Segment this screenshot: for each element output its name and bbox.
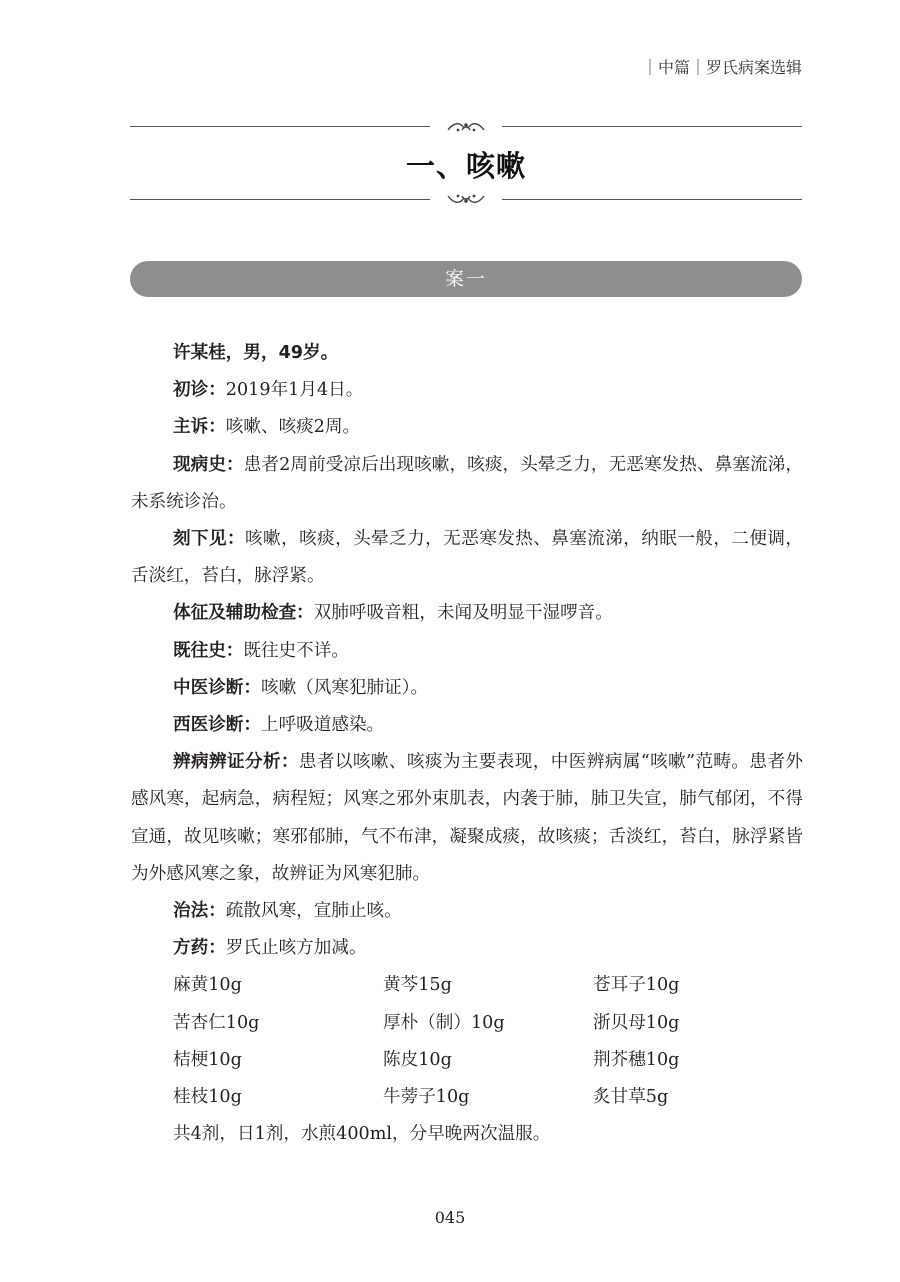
field-chief-complaint: 主诉：咳嗽、咳痰2周。 — [173, 417, 361, 438]
field-present-illness: 现病史：患者2周前受凉后出现咳嗽，咳痰，头晕乏力，无恶寒发热、鼻塞流涕，未系统诊治。 — [131, 454, 803, 512]
herb-item: 牛蒡子10g — [383, 1087, 470, 1108]
title-rule-top-right — [502, 126, 802, 127]
ornament-bottom-icon — [446, 192, 486, 206]
field-western-diagnosis: 西医诊断：上呼吸道感染。 — [173, 715, 385, 736]
title-rule-top-left — [130, 126, 430, 127]
herb-item: 桂枝10g — [173, 1087, 242, 1108]
herb-list — [131, 967, 803, 1116]
herb-item: 麻黄10g — [173, 975, 242, 996]
chapter-title: 一、咳嗽 — [405, 149, 526, 183]
herb-item: 炙甘草5g — [593, 1087, 669, 1108]
case-title-bar: 案一 — [130, 261, 802, 297]
field-past-history: 既往史：既往史不详。 — [173, 640, 349, 661]
chapter-title-block — [130, 112, 802, 212]
patient-info: 许某桂，男，49岁。 — [173, 343, 339, 363]
field-prescription: 方药：罗氏止咳方加减。 — [173, 938, 367, 959]
herb-row — [173, 1042, 803, 1079]
herb-item: 苍耳子10g — [593, 975, 680, 996]
field-tcm-diagnosis: 中医诊断：咳嗽（风寒犯肺证）。 — [173, 677, 429, 698]
herb-item: 桔梗10g — [173, 1049, 242, 1070]
herb-item: 浙贝母10g — [593, 1012, 680, 1033]
dosage-instructions: 共4剂，日1剂，水煎400ml，分早晚两次温服。 — [173, 1124, 551, 1145]
herb-row — [173, 1005, 803, 1042]
herb-item: 荆芥穗10g — [593, 1049, 680, 1070]
ornament-top-icon — [446, 120, 486, 134]
herb-row — [173, 1079, 803, 1116]
herb-item: 黄芩15g — [383, 975, 452, 996]
herb-row — [173, 967, 803, 1004]
page-number: 045 — [434, 1208, 466, 1227]
title-rule-bottom-left — [130, 199, 430, 200]
title-rule-bottom-right — [502, 199, 802, 200]
field-treatment-method: 治法：疏散风寒，宣肺止咳。 — [173, 901, 402, 922]
field-syndrome-analysis: 辨病辨证分析：患者以咳嗽、咳痰为主要表现，中医辨病属“咳嗽”范畴。患者外感风寒，起病急，病程短；风寒之邪外束肌表，内袭于肺，肺卫失宣，肺气郁闭，不得宣通，故见咳嗽；寒邪郁肺，气不布津，凝聚成痰，故咳痰；舌淡红，苔白，脉浮紧皆为外感风寒之象，故辨证为风寒犯肺。 — [131, 752, 803, 884]
case-content — [131, 335, 803, 1153]
field-first-visit: 初诊：2019年1月4日。 — [173, 380, 364, 401]
herb-item: 苦杏仁10g — [173, 1012, 260, 1033]
herb-item: 陈皮10g — [383, 1049, 452, 1070]
running-header: ｜中篇｜罗氏病案选辑 — [641, 58, 802, 77]
herb-item: 厚朴（制）10g — [383, 1012, 505, 1033]
field-current-symptoms: 刻下见：咳嗽，咳痰，头晕乏力，无恶寒发热、鼻塞流涕，纳眠一般，二便调，舌淡红，苔白，脉浮紧。 — [131, 529, 803, 587]
field-physical-exam: 体征及辅助检查：双肺呼吸音粗，未闻及明显干湿啰音。 — [173, 603, 613, 624]
